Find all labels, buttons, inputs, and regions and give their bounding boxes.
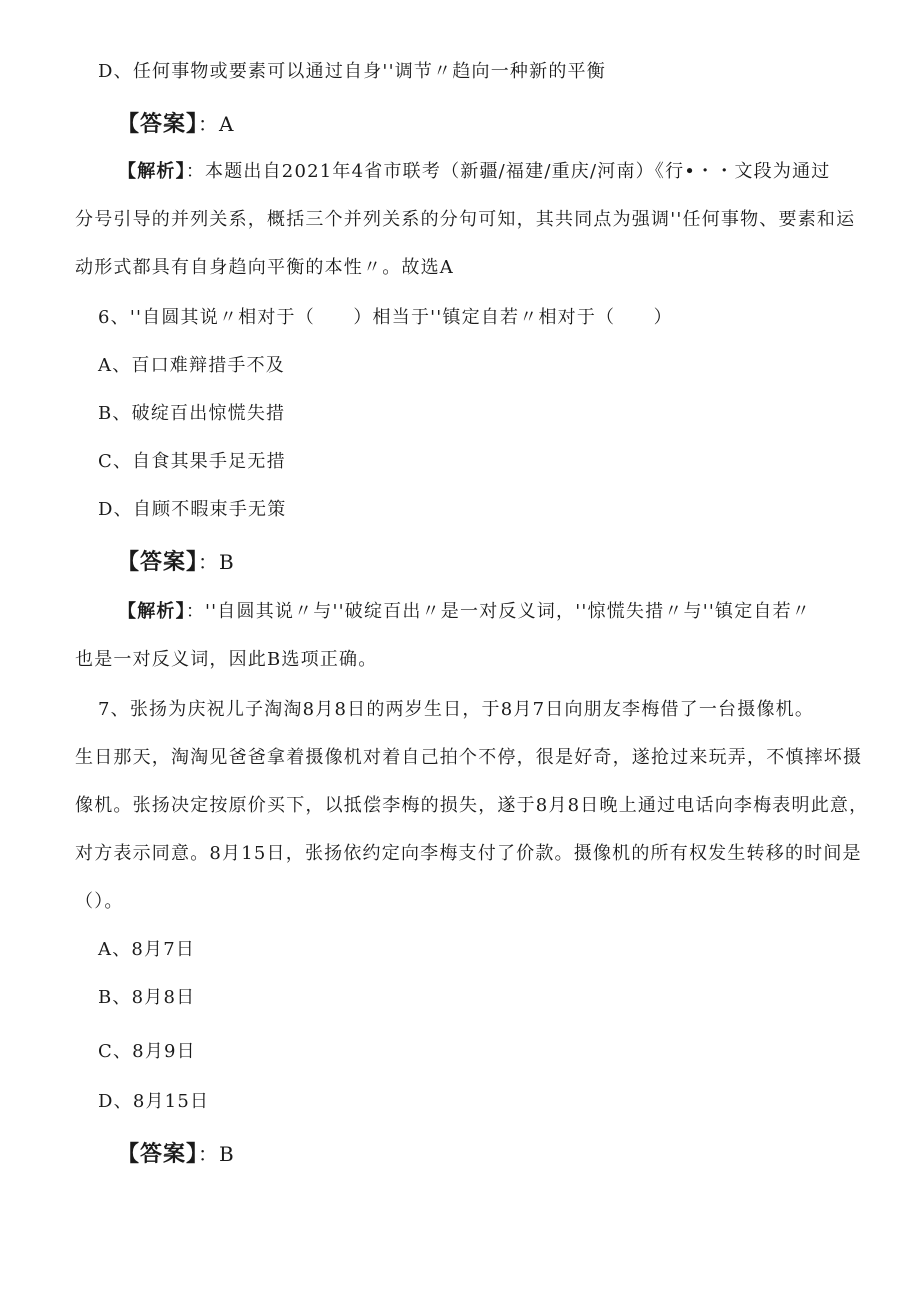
answer-value: ：B: [198, 1142, 235, 1166]
answer-label: 【答案】: [117, 550, 199, 575]
q6-option-c: C、自食其果手足无措: [98, 451, 286, 472]
answer-value: ：B: [198, 550, 235, 574]
analysis-label: 【解析】: [118, 161, 186, 182]
q7-stem-line-2: 生日那天，淘淘见爸爸拿着摄像机对着自己拍个不停，很是好奇，遂抢过来玩弄，不慎摔坏摄: [75, 747, 863, 768]
analysis-label: 【解析】: [118, 601, 186, 622]
q6-option-b: B、破绽百出惊慌失措: [98, 403, 286, 424]
q6-option-d: D、自顾不暇束手无策: [98, 499, 287, 520]
analysis-text: ：''自圆其说〃与''破绽百出〃是一对反义词，''惊慌失措〃与''镇定自若〃: [185, 601, 811, 622]
q7-stem-line-3: 像机。张扬决定按原价买下，以抵偿李梅的损失，遂于8月8日晚上通过电话向李梅表明此意，: [75, 795, 869, 816]
q7-answer: [117, 1140, 235, 1169]
q5-analysis-line-1: [118, 160, 830, 184]
q7-option-c: C、8月9日: [98, 1041, 196, 1062]
q7-option-a: A、8月7日: [98, 939, 196, 960]
q6-answer: [117, 548, 235, 577]
q6-analysis-line-2: 也是一对反义词，因此B选项正确。: [75, 649, 378, 670]
q7-option-d: D、8月15日: [98, 1091, 210, 1112]
q6-analysis-line-1: [118, 600, 811, 624]
q5-answer: [117, 110, 234, 139]
q7-option-b: B、8月8日: [98, 987, 196, 1008]
q7-stem-line-1: 7、张扬为庆祝儿子淘淘8月8日的两岁生日，于8月7日向朋友李梅借了一台摄像机。: [98, 699, 815, 720]
q6-option-a: A、百口难辩措手不及: [98, 355, 285, 376]
q5-analysis-line-2: 分号引导的并列关系，概括三个并列关系的分句可知，其共同点为强调''任何事物、要素和运: [75, 209, 856, 230]
answer-label: 【答案】: [117, 1142, 199, 1167]
q5-analysis-line-3: 动形式都具有自身趋向平衡的本性〃。故选A: [75, 257, 454, 278]
q5-option-d: D、任何事物或要素可以通过自身''调节〃趋向一种新的平衡: [98, 61, 606, 82]
analysis-text: ：本题出自2021年4省市联考（新疆/福建/重庆/河南）《行•・・文段为通过: [185, 161, 831, 182]
q7-stem-line-4: 对方表示同意。8月15日，张扬依约定向李梅支付了价款。摄像机的所有权发生转移的时间是: [75, 843, 862, 864]
q7-stem-line-5: （）。: [75, 891, 124, 912]
q6-stem: 6、''自圆其说〃相对于（ ）相当于''镇定自若〃相对于（ ）: [98, 307, 673, 328]
answer-label: 【答案】: [117, 112, 199, 137]
answer-value: ：A: [198, 112, 235, 136]
